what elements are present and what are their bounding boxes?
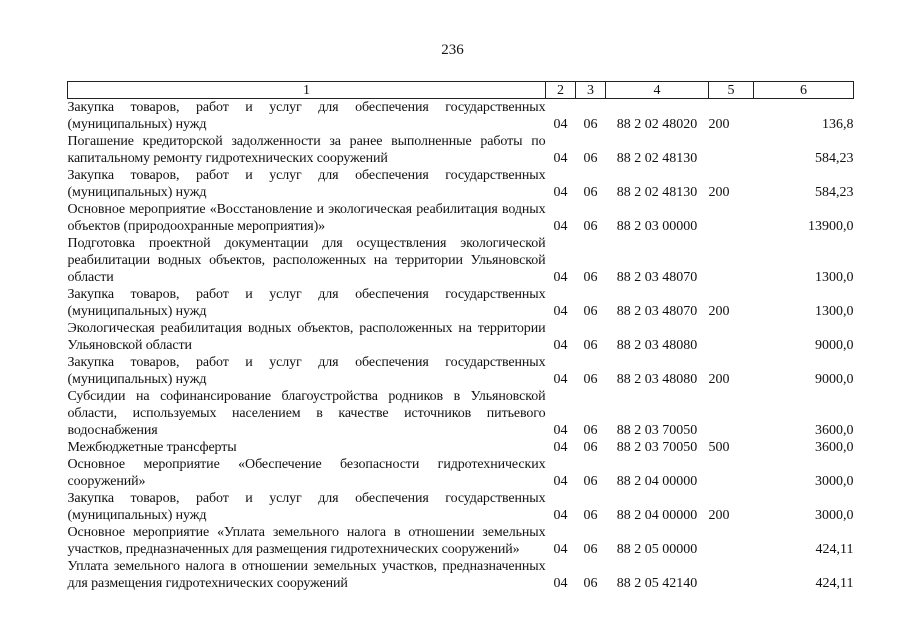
row-section: 04 — [553, 304, 568, 319]
row-subsection: 06 — [583, 338, 598, 353]
table-body — [68, 99, 854, 593]
row-description: Основное мероприятие «Восстановление и экологическая реабилитация водных объектов (природоохранные мероприятия)» — [67, 202, 546, 234]
col-header-1: 1 — [68, 82, 546, 99]
row-expense-type: 500 — [708, 440, 730, 455]
row-description: Закупка товаров, работ и услуг для обеспечения государственных (муниципальных) нужд — [67, 491, 546, 523]
row-amount: 9000,0 — [815, 372, 854, 387]
row-section: 04 — [553, 117, 568, 132]
row-target-article: 88 2 04 00000 — [616, 474, 698, 489]
row-expense-type — [709, 388, 754, 439]
row-subsection: 06 — [583, 304, 598, 319]
row-description: Закупка товаров, работ и услуг для обеспечения государственных (муниципальных) нужд — [67, 355, 546, 387]
row-amount: 13900,0 — [808, 219, 854, 234]
table-row — [68, 354, 854, 388]
row-subsection: 06 — [583, 372, 598, 387]
col-header-6: 6 — [754, 82, 854, 99]
row-expense-type — [709, 201, 754, 235]
row-description: Экологическая реабилитация водных объектов, расположенных на территории Ульяновской области — [67, 321, 546, 353]
row-subsection: 06 — [583, 270, 598, 285]
row-expense-type: 200 — [708, 304, 730, 319]
row-target-article: 88 2 04 00000 — [616, 508, 698, 523]
row-target-article: 88 2 05 42140 — [616, 576, 698, 591]
row-target-article: 88 2 02 48130 — [616, 185, 698, 200]
row-subsection: 06 — [583, 542, 598, 557]
row-expense-type: 200 — [708, 508, 730, 523]
row-expense-type — [709, 320, 754, 354]
row-section: 04 — [553, 576, 568, 591]
row-target-article: 88 2 02 48020 — [616, 117, 698, 132]
row-description: Закупка товаров, работ и услуг для обеспечения государственных (муниципальных) нужд — [67, 168, 546, 200]
row-description: Закупка товаров, работ и услуг для обеспечения государственных (муниципальных) нужд — [67, 287, 546, 319]
table-row — [68, 320, 854, 354]
table-row — [68, 524, 854, 558]
row-target-article: 88 2 03 48080 — [616, 372, 698, 387]
row-subsection: 06 — [583, 440, 598, 455]
row-amount: 3000,0 — [815, 508, 854, 523]
row-amount: 1300,0 — [815, 270, 854, 285]
row-section: 04 — [553, 151, 568, 166]
row-description: Основное мероприятие «Уплата земельного налога в отношении земельных участков, предназначенных для размещения гидротехнических сооружений» — [67, 525, 546, 557]
row-subsection: 06 — [583, 185, 598, 200]
row-expense-type: 200 — [708, 185, 730, 200]
row-subsection: 06 — [583, 576, 598, 591]
row-target-article: 88 2 03 48070 — [616, 304, 698, 319]
row-amount: 424,11 — [815, 542, 854, 557]
row-description: Уплата земельного налога в отношении земельных участков, предназначенных для размещения гидротехнических сооружений — [67, 559, 546, 591]
table-row — [68, 235, 854, 286]
row-amount: 584,23 — [815, 151, 854, 166]
row-target-article: 88 2 03 48070 — [616, 270, 698, 285]
row-target-article: 88 2 02 48130 — [616, 151, 698, 166]
row-description: Межбюджетные трансферты — [67, 440, 237, 455]
row-description: Погашение кредиторской задолженности за ранее выполненные работы по капитальному ремонту гидротехнических сооружений — [67, 134, 546, 166]
row-subsection: 06 — [583, 423, 598, 438]
table-row — [68, 388, 854, 439]
row-section: 04 — [553, 219, 568, 234]
row-amount: 1300,0 — [815, 304, 854, 319]
row-section: 04 — [553, 440, 568, 455]
col-header-5: 5 — [709, 82, 754, 99]
row-target-article: 88 2 05 00000 — [616, 542, 698, 557]
row-subsection: 06 — [583, 219, 598, 234]
table-row — [68, 490, 854, 524]
row-expense-type — [709, 558, 754, 592]
page-number: 236 — [441, 42, 464, 58]
row-amount: 9000,0 — [815, 338, 854, 353]
row-section: 04 — [553, 372, 568, 387]
row-target-article: 88 2 03 00000 — [616, 219, 698, 234]
row-description: Основное мероприятие «Обеспечение безопасности гидротехнических сооружений» — [67, 457, 546, 489]
col-header-3: 3 — [576, 82, 606, 99]
table-row — [68, 201, 854, 235]
row-subsection: 06 — [583, 117, 598, 132]
row-target-article: 88 2 03 70050 — [616, 440, 698, 455]
row-section: 04 — [553, 338, 568, 353]
row-section: 04 — [553, 508, 568, 523]
row-expense-type — [709, 456, 754, 490]
row-target-article: 88 2 03 70050 — [616, 423, 698, 438]
row-expense-type — [709, 133, 754, 167]
row-amount: 3600,0 — [815, 423, 854, 438]
table-row — [68, 286, 854, 320]
row-description: Подготовка проектной документации для осуществления экологической реабилитации водных объектов, расположенных на территории Ульяновской области — [67, 236, 546, 285]
table-row — [68, 439, 854, 456]
row-amount: 3000,0 — [815, 474, 854, 489]
row-expense-type: 200 — [708, 372, 730, 387]
col-header-2: 2 — [546, 82, 576, 99]
row-amount: 136,8 — [822, 117, 854, 132]
row-expense-type: 200 — [708, 117, 730, 132]
budget-table — [67, 81, 854, 592]
row-section: 04 — [553, 474, 568, 489]
table-row — [68, 99, 854, 134]
table-row — [68, 558, 854, 592]
row-section: 04 — [553, 270, 568, 285]
row-description: Субсидии на софинансирование благоустройства родников в Ульяновской области, используемых населением в качестве источников питьевого водоснабжения — [67, 389, 546, 438]
row-section: 04 — [553, 185, 568, 200]
row-section: 04 — [553, 542, 568, 557]
row-description: Закупка товаров, работ и услуг для обеспечения государственных (муниципальных) нужд — [67, 100, 546, 132]
header-row — [68, 82, 854, 99]
row-section: 04 — [553, 423, 568, 438]
row-expense-type — [709, 235, 754, 286]
row-subsection: 06 — [583, 151, 598, 166]
table-row — [68, 456, 854, 490]
table-row — [68, 133, 854, 167]
row-target-article: 88 2 03 48080 — [616, 338, 698, 353]
table-row — [68, 167, 854, 201]
row-subsection: 06 — [583, 508, 598, 523]
row-amount: 3600,0 — [815, 440, 854, 455]
col-header-4: 4 — [606, 82, 709, 99]
row-amount: 424,11 — [815, 576, 854, 591]
row-subsection: 06 — [583, 474, 598, 489]
row-amount: 584,23 — [815, 185, 854, 200]
row-expense-type — [709, 524, 754, 558]
